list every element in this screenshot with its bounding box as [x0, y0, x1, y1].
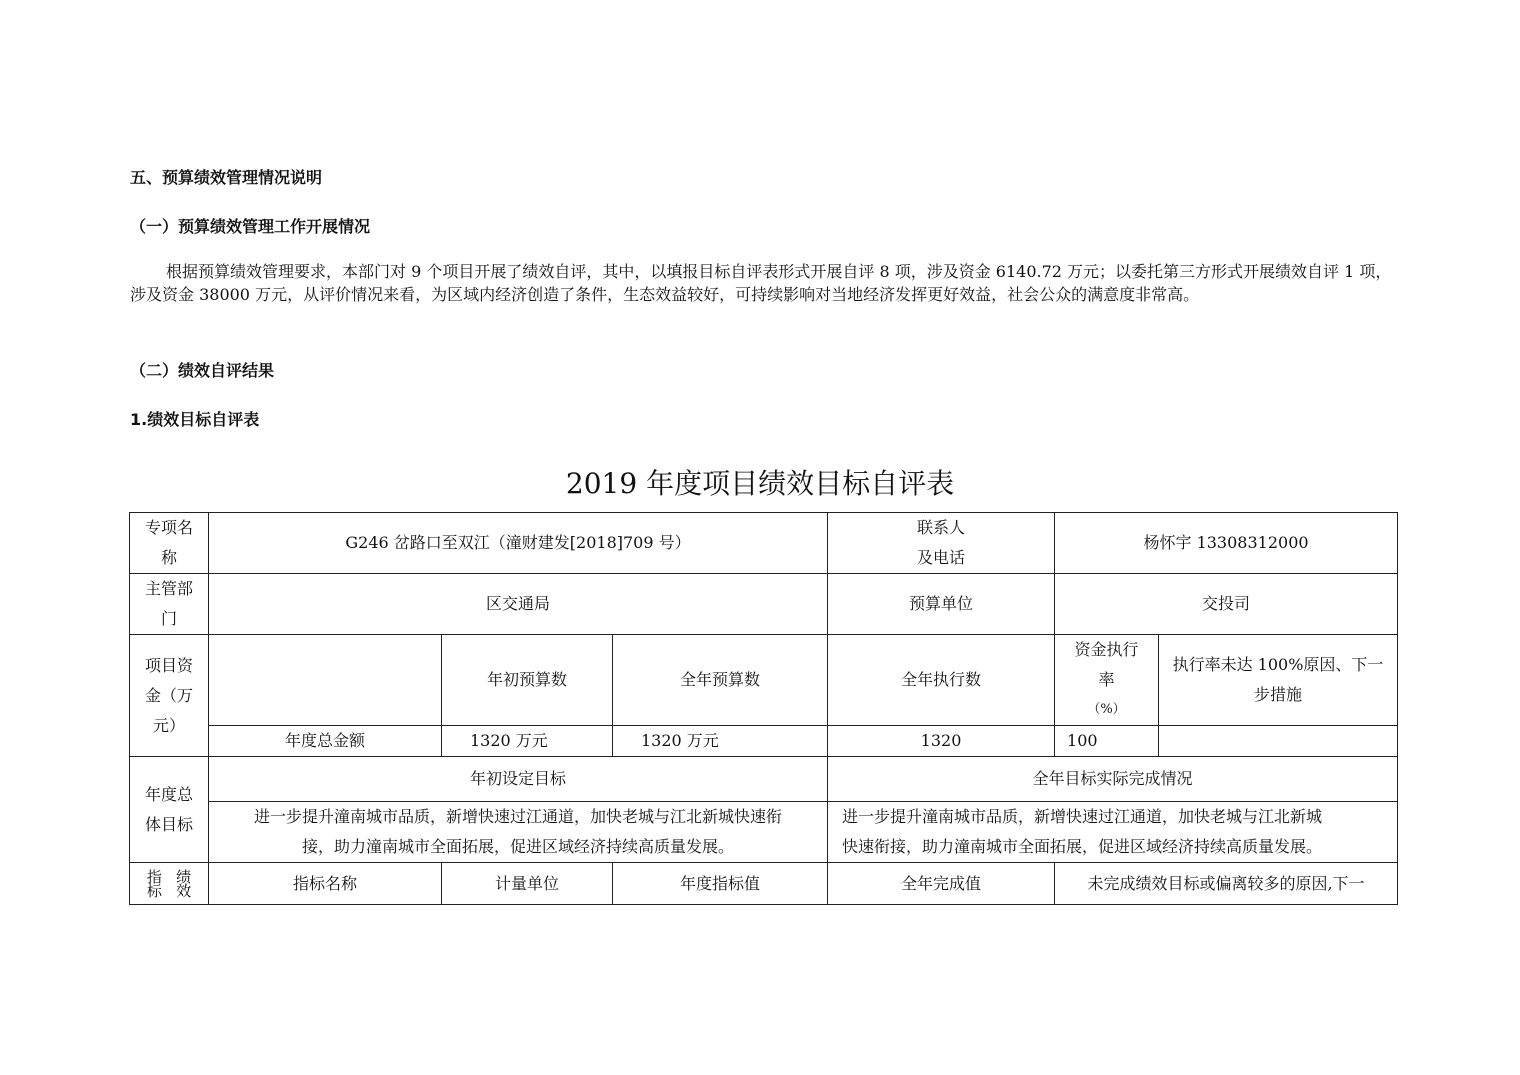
- col-execution-rate: 资金执行 率 （%）: [1055, 635, 1159, 726]
- contact-label: 联系人 及电话: [828, 513, 1055, 574]
- table-row: [130, 635, 1398, 726]
- table-row: [130, 513, 1398, 574]
- indicator-label: 指 绩 标 效: [130, 863, 209, 905]
- section-heading-5-1: （一）预算绩效管理工作开展情况: [130, 217, 371, 236]
- empty-cell: [209, 635, 442, 726]
- table-row: [130, 574, 1398, 635]
- department-value: 区交通局: [209, 574, 828, 635]
- actual-goal-header: 全年目标实际完成情况: [828, 757, 1398, 802]
- table-row: [130, 757, 1398, 802]
- section-heading-5-2: （二）绩效自评结果: [130, 361, 275, 380]
- budget-unit-label: 预算单位: [828, 574, 1055, 635]
- total-reason: [1159, 726, 1398, 757]
- total-initial-budget: 1320 万元: [442, 726, 613, 757]
- contact-value: 杨怀宇 13308312000: [1055, 513, 1398, 574]
- initial-goal-text: 进一步提升潼南城市品质，新增快速过江通道，加快老城与江北新城快速衔 接，助力潼南城市全面拓展，促进区域经济持续高质量发展。: [209, 802, 828, 863]
- department-label: 主管部 门: [130, 574, 209, 635]
- total-full-budget: 1320 万元: [613, 726, 828, 757]
- performance-self-evaluation-table: [129, 512, 1398, 905]
- project-name-label: 专项名 称: [130, 513, 209, 574]
- col-full-budget: 全年预算数: [613, 635, 828, 726]
- table-row: [130, 726, 1398, 757]
- col-reason: 执行率未达 100%原因、下一 步措施: [1159, 635, 1398, 726]
- project-name-value: G246 岔路口至双江（潼财建发[2018]709 号）: [209, 513, 828, 574]
- col-full-execution: 全年执行数: [828, 635, 1055, 726]
- work-description-paragraph: 根据预算绩效管理要求，本部门对 9 个项目开展了绩效自评，其中，以填报目标自评表形式开展自评 8 项，涉及资金 6140.72 万元；以委托第三方形式开展绩效自评 1 项，涉及资金 38000 万元，从评价情况来看，为区域内经济创造了条件，生态效益较好，可持续影响对当地经济发挥更好效益，社会公众的满意度非常高。: [130, 262, 1392, 304]
- table-row: [130, 802, 1398, 863]
- project-funds-label: 项目资 金（万 元）: [130, 635, 209, 757]
- table-title: 2019 年度项目绩效目标自评表: [565, 467, 955, 500]
- initial-goal-header: 年初设定目标: [209, 757, 828, 802]
- col-initial-budget: 年初预算数: [442, 635, 613, 726]
- indicator-unit-header: 计量单位: [442, 863, 613, 905]
- section-heading-5-2-1: 1.绩效目标自评表: [130, 410, 260, 429]
- total-rate: 100: [1055, 726, 1159, 757]
- indicator-annual-header: 年度指标值: [613, 863, 828, 905]
- table-row: [130, 863, 1398, 905]
- indicator-reason-header: 未完成绩效目标或偏离较多的原因,下一: [1055, 863, 1398, 905]
- actual-goal-text: 进一步提升潼南城市品质，新增快速过江通道，加快老城与江北新城 快速衔接，助力潼南城市全面拓展，促进区域经济持续高质量发展。: [828, 802, 1398, 863]
- indicator-complete-header: 全年完成值: [828, 863, 1055, 905]
- section-heading-5: 五、预算绩效管理情况说明: [130, 168, 323, 187]
- annual-goal-label: 年度总 体目标: [130, 757, 209, 863]
- total-execution: 1320: [828, 726, 1055, 757]
- total-amount-label: 年度总金额: [209, 726, 442, 757]
- indicator-name-header: 指标名称: [209, 863, 442, 905]
- budget-unit-value: 交投司: [1055, 574, 1398, 635]
